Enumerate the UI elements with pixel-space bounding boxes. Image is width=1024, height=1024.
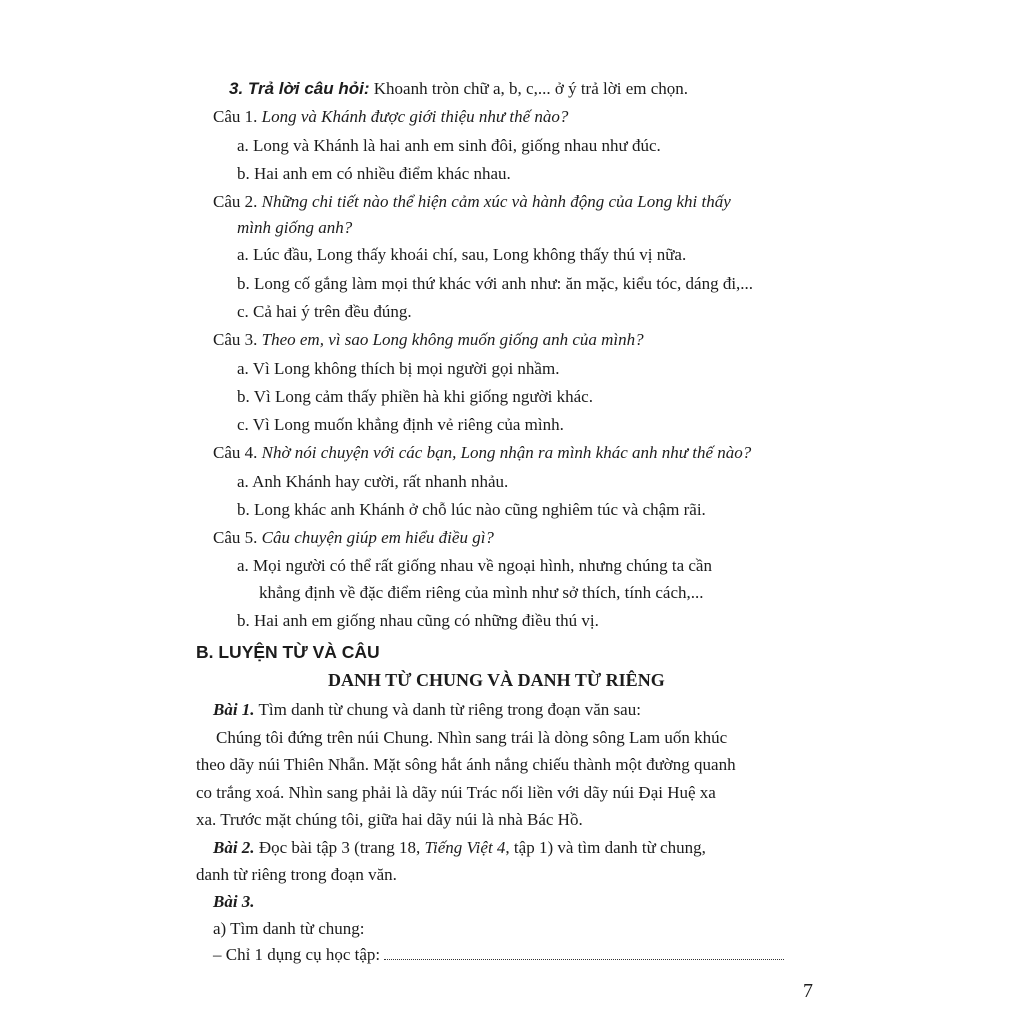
option: b. Hai anh em giống nhau cũng có những điều thú vị.	[237, 611, 599, 630]
exercise-label: Bài 2.	[213, 838, 255, 857]
question-text: Câu chuyện giúp em hiểu điều gì?	[261, 528, 494, 547]
section-heading: B. LUYỆN TỪ VÀ CÂU	[196, 642, 380, 662]
option: c. Cả hai ý trên đều đúng.	[237, 302, 412, 321]
exercise-label: Bài 1.	[213, 700, 255, 719]
question-3	[213, 330, 644, 350]
option: b. Long cố gắng làm mọi thứ khác với anh như: ăn mặc, kiểu tóc, dáng đi,...	[237, 274, 754, 293]
question-text: Nhờ nói chuyện với các bạn, Long nhận ra mình khác anh như thế nào?	[261, 443, 752, 462]
option: a. Mọi người có thể rất giống nhau về ngoại hình, nhưng chúng ta cần	[237, 556, 712, 575]
exercise-3-item	[213, 945, 784, 965]
answer-blank[interactable]	[384, 947, 784, 960]
question-4	[213, 443, 751, 463]
question-label: Câu 3.	[213, 330, 258, 349]
exercise-text: , tập 1) và tìm danh từ chung,	[505, 838, 706, 857]
page-number: 7	[803, 980, 813, 1002]
option: c. Vì Long muốn khẳng định vẻ riêng của mình.	[237, 415, 564, 434]
passage-line: Chúng tôi đứng trên núi Chung. Nhìn sang trái là dòng sông Lam uốn khúc	[216, 728, 728, 747]
option: b. Vì Long cảm thấy phiền hà khi giống người khác.	[237, 387, 593, 406]
question-text: Theo em, vì sao Long không muốn giống anh của mình?	[261, 330, 644, 349]
option: a. Vì Long không thích bị mọi người gọi nhầm.	[237, 359, 560, 378]
exercise-3-label: Bài 3.	[213, 892, 255, 911]
q3-instruction: Khoanh tròn chữ a, b, c,... ở ý trả lời em chọn.	[373, 79, 689, 98]
passage-line: co trắng xoá. Nhìn sang phải là dãy núi Trác nối liền với dãy núi Đại Huệ xa	[196, 783, 716, 802]
option-continued: khẳng định về đặc điểm riêng của mình như sở thích, tính cách,...	[259, 583, 704, 602]
option: b. Hai anh em có nhiều điểm khác nhau.	[237, 164, 511, 183]
exercise-text: Tìm danh từ chung và danh từ riêng trong đoạn văn sau:	[258, 700, 641, 719]
q3-line	[229, 79, 688, 99]
question-label: Câu 5.	[213, 528, 258, 547]
q3-heading: 3. Trả lời câu hỏi:	[229, 79, 370, 98]
question-text: Long và Khánh được giới thiệu như thế nào?	[261, 107, 569, 126]
exercise-3-part-a: a) Tìm danh từ chung:	[213, 919, 365, 938]
question-label: Câu 4.	[213, 443, 258, 462]
question-2	[213, 192, 731, 212]
option: a. Long và Khánh là hai anh em sinh đôi, giống nhau như đúc.	[237, 136, 661, 155]
question-5	[213, 528, 494, 548]
question-label: Câu 2.	[213, 192, 258, 211]
question-text-continued: mình giống anh?	[237, 218, 353, 237]
item-label: – Chỉ 1 dụng cụ học tập:	[213, 945, 381, 964]
book-title: Tiếng Việt 4	[424, 838, 506, 857]
option: a. Lúc đầu, Long thấy khoái chí, sau, Long không thấy thú vị nữa.	[237, 245, 687, 264]
option: b. Long khác anh Khánh ở chỗ lúc nào cũng nghiêm túc và chậm rãi.	[237, 500, 706, 519]
exercise-2	[213, 838, 706, 858]
exercise-text: Đọc bài tập 3 (trang 18,	[258, 838, 421, 857]
passage-line: theo dãy núi Thiên Nhẫn. Mặt sông hắt ánh nắng chiếu thành một đường quanh	[196, 755, 736, 774]
question-text: Những chi tiết nào thể hiện cảm xúc và hành động của Long khi thấy	[261, 192, 731, 211]
passage-line: xa. Trước mặt chúng tôi, giữa hai dãy núi là nhà Bác Hồ.	[196, 810, 583, 829]
exercise-1	[213, 700, 641, 720]
lesson-title: DANH TỪ CHUNG VÀ DANH TỪ RIÊNG	[328, 670, 665, 690]
exercise-text-continued: danh từ riêng trong đoạn văn.	[196, 865, 397, 884]
option: a. Anh Khánh hay cười, rất nhanh nhảu.	[237, 472, 509, 491]
question-label: Câu 1.	[213, 107, 258, 126]
question-1	[213, 107, 568, 127]
